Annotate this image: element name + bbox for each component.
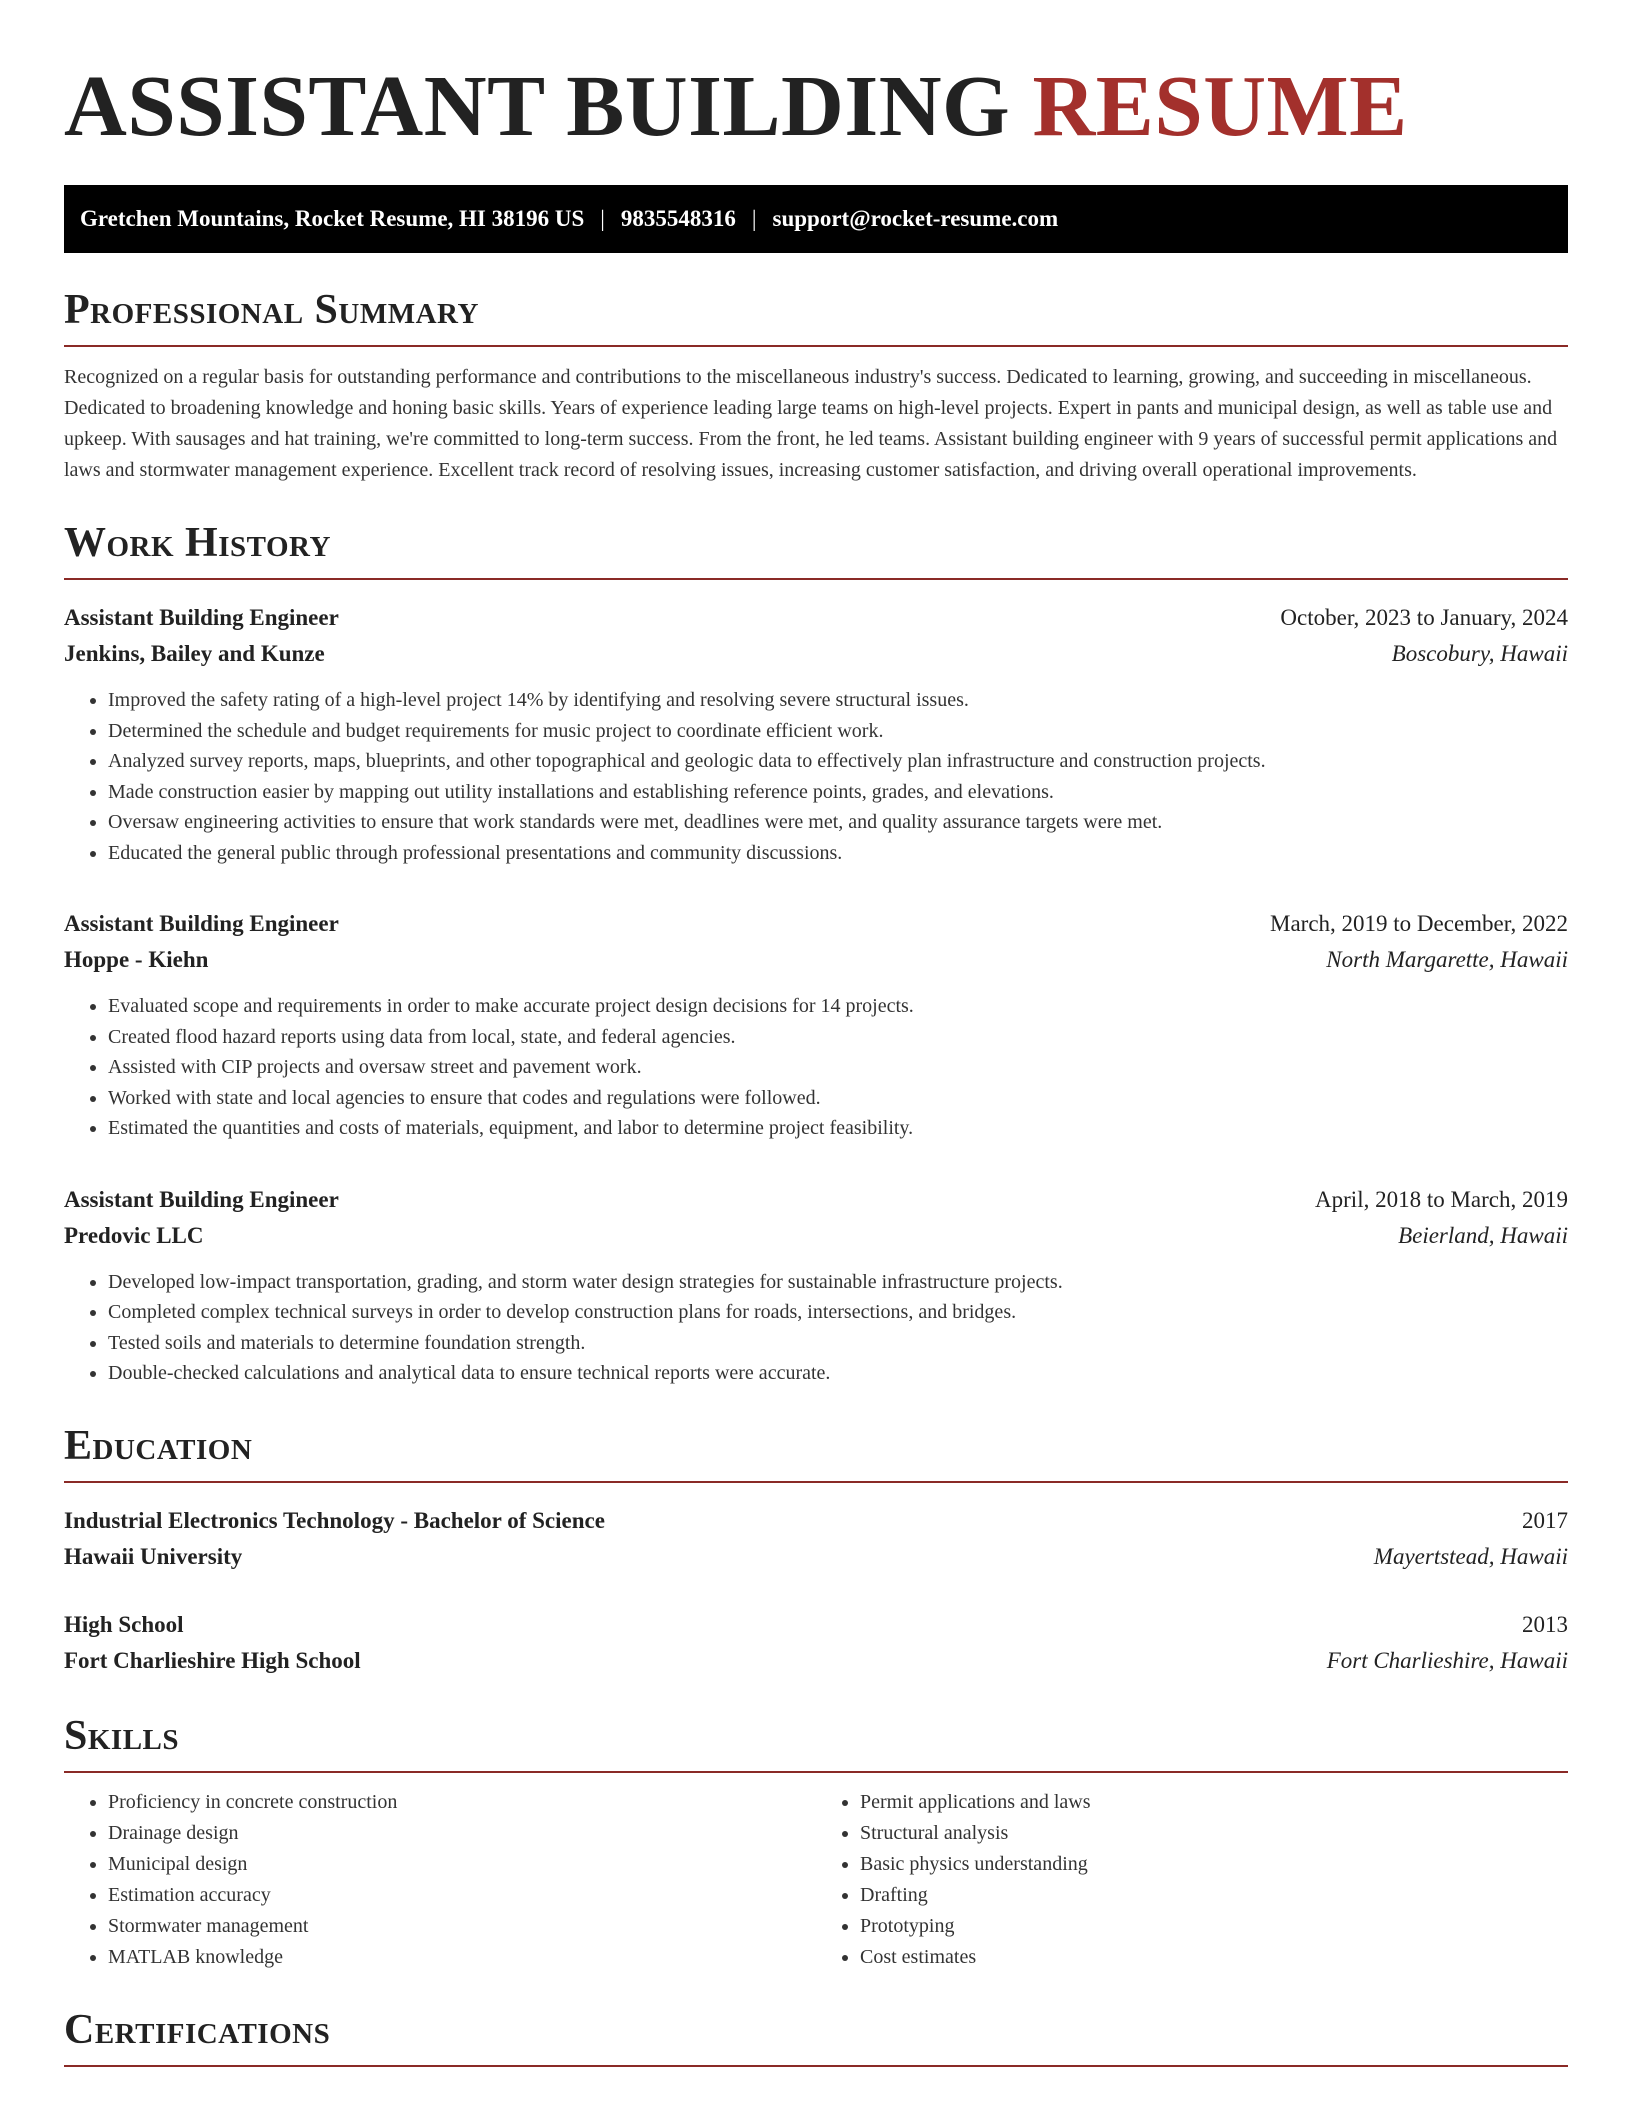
job-title: Assistant Building Engineer	[64, 911, 339, 936]
education-school: Fort Charlieshire High School	[64, 1647, 361, 1673]
skill-item: • Permit applications and laws	[860, 1787, 1568, 1818]
job-location: North Margarette, Hawaii	[1326, 947, 1568, 972]
title-accent: RESUME	[1032, 57, 1408, 154]
job-bullet: • Assisted with CIP projects and oversaw street and pavement work.	[108, 1052, 1568, 1083]
work-history-heading: Work History	[64, 522, 1568, 580]
education-section	[64, 1422, 1568, 1679]
skill-item: • MATLAB knowledge	[108, 1942, 816, 1973]
job-bullet: • Evaluated scope and requirements in order to make accurate project design decisions for 14 projects.	[108, 991, 1568, 1022]
summary-section	[64, 289, 1568, 486]
skills-right-list	[816, 1787, 1568, 1973]
job-bullet: • Analyzed survey reports, maps, blueprints, and other topographical and geologic data to effectively plan infrastructure and construction projects.	[108, 746, 1568, 777]
job-header	[64, 1182, 1568, 1218]
job-bullets	[64, 991, 1568, 1144]
summary-heading: Professional Summary	[64, 289, 1568, 347]
skills-left-list	[64, 1787, 816, 1973]
skill-item: • Prototyping	[860, 1911, 1568, 1942]
job-entry	[64, 906, 1568, 1144]
job-bullet: • Made construction easier by mapping out utility installations and establishing reference points, grades, and elevations.	[108, 777, 1568, 808]
job-dates: October, 2023 to January, 2024	[1280, 605, 1568, 630]
skill-item: • Structural analysis	[860, 1818, 1568, 1849]
contact-email: support@rocket-resume.com	[772, 206, 1059, 231]
contact-address: Gretchen Mountains, Rocket Resume, HI 38196 US	[80, 206, 585, 231]
contact-bar	[64, 185, 1568, 253]
job-bullet: • Double-checked calculations and analytical data to ensure technical reports were accurate.	[108, 1358, 1568, 1389]
job-bullet: • Improved the safety rating of a high-level project 14% by identifying and resolving severe structural issues.	[108, 685, 1568, 716]
skill-item: • Cost estimates	[860, 1942, 1568, 1973]
job-dates: April, 2018 to March, 2019	[1315, 1186, 1568, 1212]
summary-text: Recognized on a regular basis for outstanding performance and contributions to the miscellaneous industry's success. Dedicated to learning, growing, and succeeding in miscellaneous. Dedicated to broadening knowledge and honing basic skills. Years of experience leading large teams on high-level projects. Expert in pants and municipal design, as well as table use and upkeep. With sausages and hat training, we're committed to long-term success. From the front, he led teams. Assistant building engineer with 9 years of successful permit applications and laws and stormwater management experience. Excellent track record of resolving issues, increasing customer satisfaction, and driving overall operational improvements.	[64, 366, 1558, 481]
job-title: Assistant Building Engineer	[64, 1186, 339, 1212]
certifications-section	[64, 2006, 1568, 2067]
skills-section	[64, 1712, 1568, 1973]
education-school: Hawaii University	[64, 1543, 243, 1569]
education-entry	[64, 1503, 1568, 1575]
job-title: Assistant Building Engineer	[64, 605, 339, 630]
job-company: Jenkins, Bailey and Kunze	[64, 641, 325, 666]
skill-item: • Estimation accuracy	[108, 1880, 816, 1911]
education-location: Mayertstead, Hawaii	[1373, 1543, 1568, 1569]
job-location: Boscobury, Hawaii	[1391, 641, 1568, 666]
contact-phone: 9835548316	[620, 206, 736, 231]
education-degree: High School	[64, 1611, 184, 1637]
job-bullet: • Worked with state and local agencies to ensure that codes and regulations were followed.	[108, 1083, 1568, 1114]
work-history-section	[64, 522, 1568, 1389]
education-year: 2017	[1522, 1507, 1568, 1533]
skill-item: • Proficiency in concrete construction	[108, 1787, 816, 1818]
skill-item: • Municipal design	[108, 1849, 816, 1880]
skill-item: • Stormwater management	[108, 1911, 816, 1942]
certifications-heading: Certifications	[64, 2009, 1568, 2067]
skill-item: • Basic physics understanding	[860, 1849, 1568, 1880]
skill-item: • Drafting	[860, 1880, 1568, 1911]
job-bullet: • Created flood hazard reports using data from local, state, and federal agencies.	[108, 1022, 1568, 1053]
job-entry	[64, 600, 1568, 868]
title-main: ASSISTANT BUILDING	[64, 57, 1011, 154]
education-degree: Industrial Electronics Technology - Bachelor of Science	[64, 1507, 605, 1533]
education-entry	[64, 1607, 1568, 1679]
education-year: 2013	[1522, 1611, 1568, 1637]
job-bullet: • Developed low-impact transportation, grading, and storm water design strategies for sustainable infrastructure projects.	[108, 1267, 1568, 1298]
skills-columns	[64, 1787, 1568, 1973]
job-bullet: • Estimated the quantities and costs of materials, equipment, and labor to determine project feasibility.	[108, 1113, 1568, 1144]
job-bullet: • Completed complex technical surveys in order to develop construction plans for roads, intersections, and bridges.	[108, 1297, 1568, 1328]
job-bullets	[64, 1267, 1568, 1389]
contact-separator: |	[600, 206, 605, 231]
job-header	[64, 906, 1568, 942]
job-subheader	[64, 942, 1568, 978]
education-location: Fort Charlieshire, Hawaii	[1326, 1647, 1568, 1673]
job-header	[64, 600, 1568, 636]
job-subheader	[64, 636, 1568, 672]
education-header	[64, 1607, 1568, 1643]
job-company: Hoppe - Kiehn	[64, 947, 209, 972]
contact-separator: |	[751, 206, 757, 231]
job-bullet: • Educated the general public through professional presentations and community discussions.	[108, 838, 1568, 869]
education-header	[64, 1503, 1568, 1539]
skill-item: • Drainage design	[108, 1818, 816, 1849]
education-heading: Education	[64, 1425, 1568, 1483]
job-bullets	[64, 685, 1568, 868]
job-entry	[64, 1182, 1568, 1389]
job-location: Beierland, Hawaii	[1398, 1222, 1568, 1248]
job-dates: March, 2019 to December, 2022	[1270, 911, 1568, 936]
job-company: Predovic LLC	[64, 1222, 204, 1248]
skills-heading: Skills	[64, 1715, 1568, 1773]
job-bullet: • Oversaw engineering activities to ensure that work standards were met, deadlines were met, and quality assurance targets were met.	[108, 807, 1568, 838]
education-subheader	[64, 1643, 1568, 1679]
job-subheader	[64, 1218, 1568, 1254]
education-subheader	[64, 1539, 1568, 1575]
resume-title	[64, 57, 1568, 154]
job-bullet: • Tested soils and materials to determine foundation strength.	[108, 1328, 1568, 1359]
job-bullet: • Determined the schedule and budget requirements for music project to coordinate efficient work.	[108, 716, 1568, 747]
